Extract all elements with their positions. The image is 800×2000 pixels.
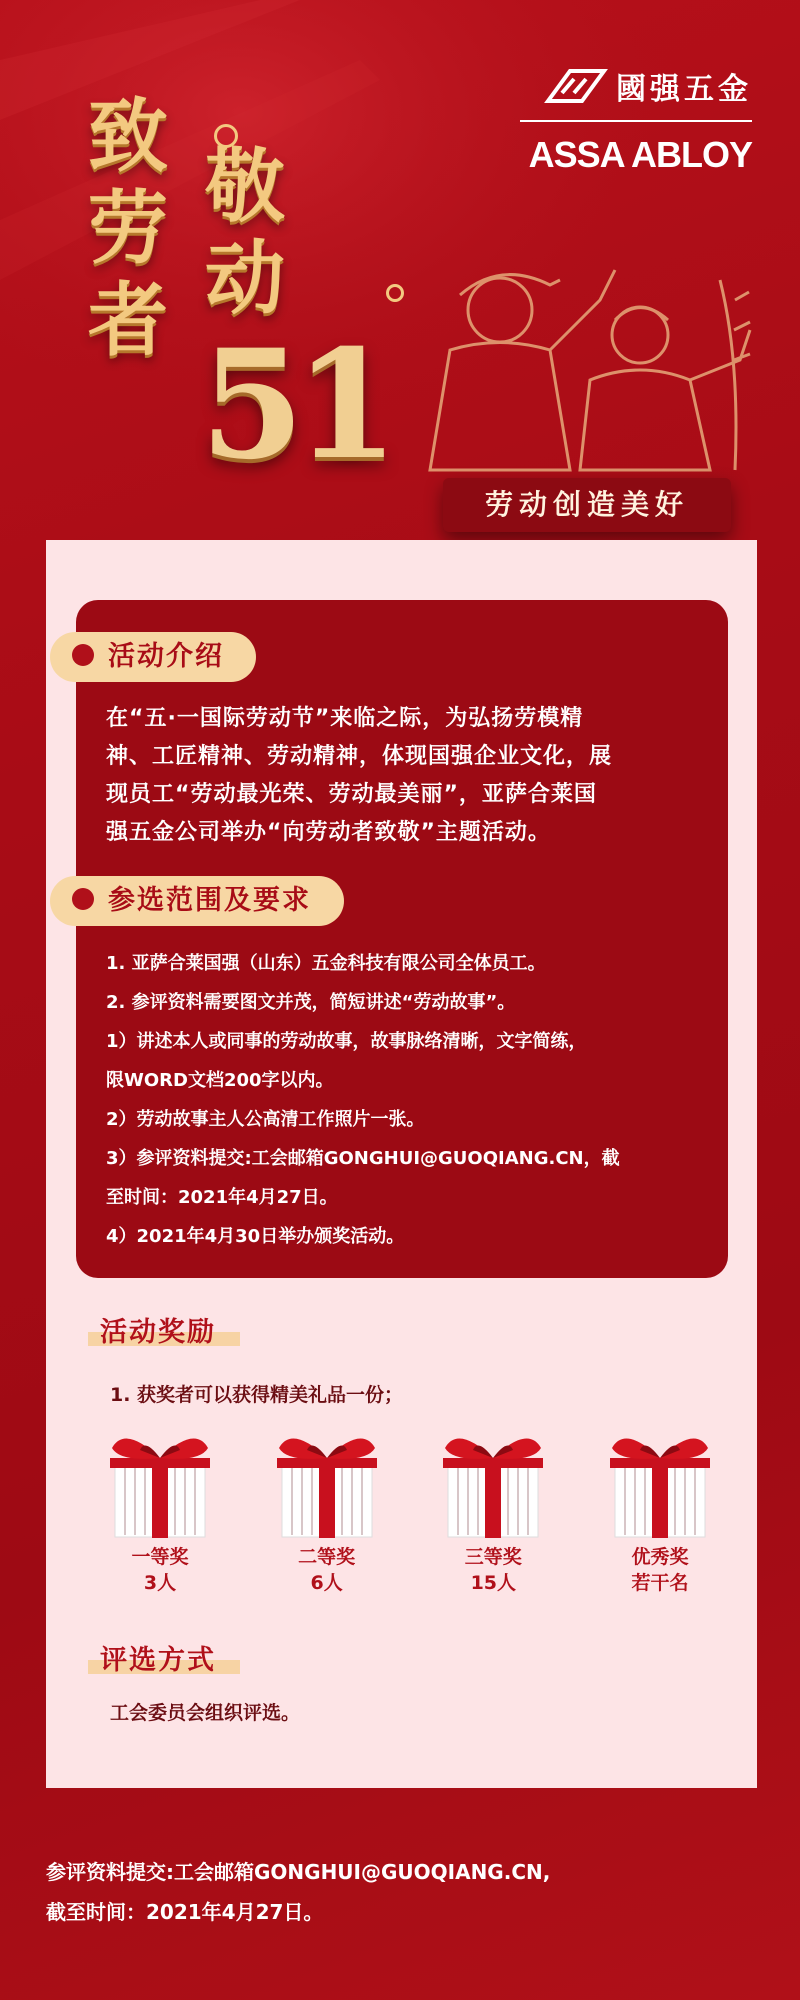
requirement-line: 1. 亚萨合莱国强（山东）五金科技有限公司全体员工。 [106, 953, 546, 974]
footer-note [46, 1852, 746, 1932]
selection-heading: 评选方式 [100, 1645, 216, 1676]
prize-count: 6人 [310, 1572, 343, 1594]
intro-heading-text: 活动介绍 [108, 641, 224, 672]
prize-item [433, 1420, 553, 1600]
prize-list [100, 1420, 720, 1600]
intro-text [106, 700, 706, 852]
requirement-line: 4）2021年4月30日举办颁奖活动。 [106, 1226, 405, 1247]
rewards-description: 1. 获奖者可以获得精美礼品一份； [110, 1384, 404, 1406]
requirement-line: 1）讲述本人或同事的劳动故事，故事脉络清晰，文字简练， [106, 1031, 587, 1052]
logo-divider [520, 120, 752, 122]
title-column-left [88, 90, 188, 366]
slogan-banner: 劳动创造美好 [443, 478, 731, 532]
gift-box-icon [100, 1420, 220, 1540]
selection-text: 工会委员会组织评选。 [110, 1702, 301, 1724]
gift-box-icon [433, 1420, 553, 1540]
requirement-line: 限WORD文档200字以内。 [106, 1070, 334, 1091]
requirement-line: 3）参评资料提交:工会邮箱GONGHUI@GUOQIANG.CN，截 [106, 1148, 620, 1169]
intro-heading [50, 632, 256, 682]
footer-line: 截至时间：2021年4月27日。 [46, 1900, 324, 1924]
logo-english-name: ASSA ABLOY [528, 134, 752, 175]
intro-line: 强五金公司举办“向劳动者致敬”主题活动。 [106, 820, 551, 845]
requirements-list [106, 944, 716, 1256]
prize-name: 三等奖 [464, 1546, 522, 1568]
logo-chinese-name: 國强五金 [616, 72, 752, 107]
bullet-dot-icon [72, 888, 94, 910]
requirement-line: 2）劳动故事主人公高清工作照片一张。 [106, 1109, 425, 1130]
requirements-heading [50, 876, 344, 926]
gift-box-icon [267, 1420, 387, 1540]
prize-count: 15人 [470, 1572, 517, 1594]
intro-line: 神、工匠精神、劳动精神，体现国强企业文化，展 [106, 744, 613, 769]
footer-line: 参评资料提交:工会邮箱GONGHUI@GUOQIANG.CN, [46, 1860, 551, 1884]
guoqiang-logo-icon [544, 67, 608, 105]
prize-name: 优秀奖 [631, 1546, 689, 1568]
company-logo [520, 64, 752, 176]
title-char: 敬 [205, 139, 285, 233]
prize-name: 一等奖 [131, 1546, 189, 1568]
prize-count: 若干名 [631, 1572, 689, 1594]
title-char: 者 [88, 273, 168, 367]
intro-line: 在“五·一国际劳动节”来临之际，为弘扬劳模精 [106, 706, 584, 731]
requirement-line: 2. 参评资料需要图文并茂，简短讲述“劳动故事”。 [106, 992, 516, 1013]
rewards-heading: 活动奖励 [100, 1317, 216, 1348]
requirement-line: 至时间：2021年4月27日。 [106, 1187, 338, 1208]
requirements-heading-text: 参选范围及要求 [108, 885, 311, 916]
prize-name: 二等奖 [298, 1546, 356, 1568]
title-char: 劳 [88, 181, 168, 275]
title-char: 动 [205, 231, 285, 325]
gift-box-icon [600, 1420, 720, 1540]
title-column-right [205, 140, 305, 324]
prize-count: 3人 [143, 1572, 177, 1594]
prize-item [100, 1420, 220, 1600]
title-char: 致 [88, 89, 168, 183]
labor-day-number: 51 [200, 317, 389, 493]
prize-item [600, 1420, 720, 1600]
workers-illustration [390, 240, 770, 490]
intro-line: 现员工“劳动最光荣、劳动最美丽”，亚萨合莱国 [106, 782, 597, 807]
sparkle-ring-icon [214, 124, 238, 148]
prize-item [267, 1420, 387, 1600]
bullet-dot-icon [72, 644, 94, 666]
